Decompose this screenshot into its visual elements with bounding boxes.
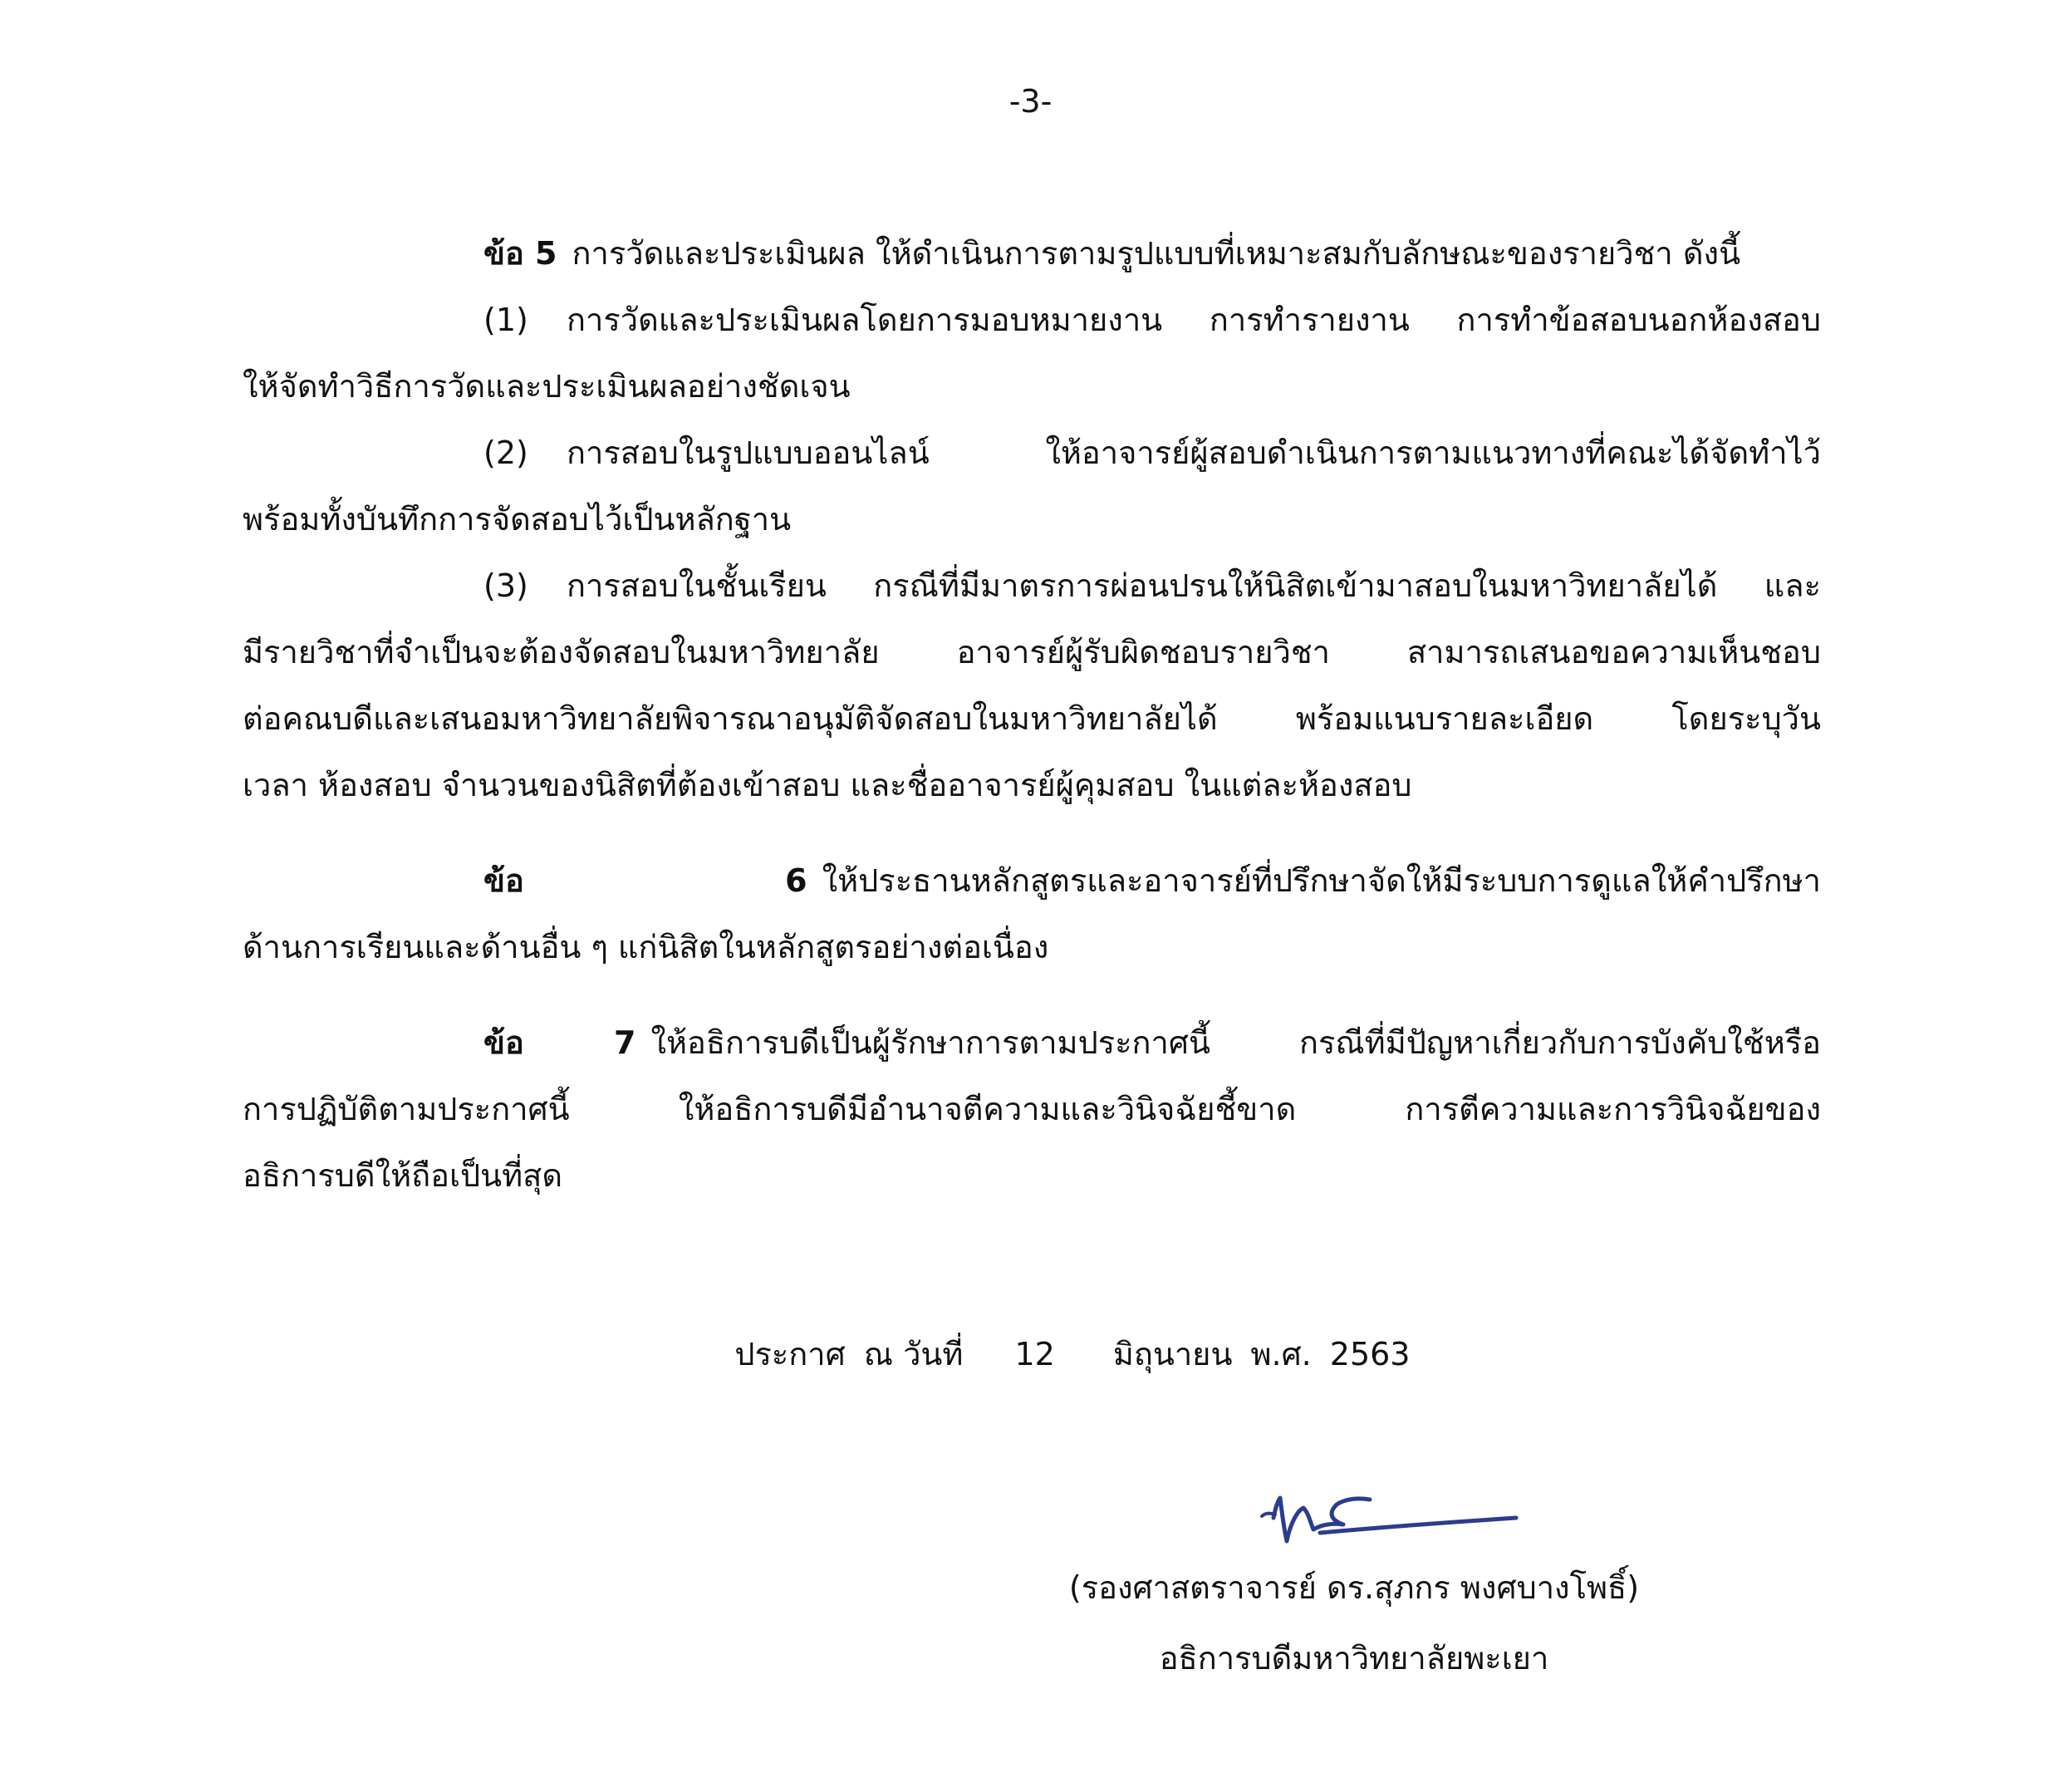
date-era: พ.ศ. bbox=[1250, 1336, 1312, 1372]
clause-5-item-3-line-4: เวลา ห้องสอบ จำนวนของนิสิตที่ต้องเข้าสอบ และชื่ออาจารย์ผู้คุมสอบ ในแต่ละห้องสอบ bbox=[243, 767, 1412, 803]
clause-6-label: ข้อ 6 bbox=[483, 862, 807, 899]
announcement-date bbox=[694, 1292, 1428, 1416]
clause-5-item-1-line-1 bbox=[483, 295, 1821, 345]
page-number: -3- bbox=[1008, 83, 1053, 120]
clause-7-line-3: อธิการบดีให้ถือเป็นที่สุด bbox=[243, 1157, 563, 1194]
signatory-name: (รองศาสตราจารย์ ดร.สุภกร พงศบางโพธิ์) bbox=[1068, 1569, 1640, 1606]
clause-5-item-2-text-1: การสอบในรูปแบบออนไลน์ ให้อาจารย์ผู้สอบดำเนินการตามแนวทางที่คณะได้จัดทำไว้ bbox=[567, 434, 1821, 471]
clause-7-label: ข้อ 7 bbox=[483, 1024, 636, 1061]
clause-5-text: การวัดและประเมินผล ให้ดำเนินการตามรูปแบบที่เหมาะสมกับลักษณะของรายวิชา ดังนี้ bbox=[572, 235, 1741, 272]
clause-5-label: ข้อ 5 bbox=[483, 235, 557, 272]
clause-5-item-3-number: (3) bbox=[483, 567, 528, 604]
clause-5-item-2-line-2: พร้อมทั้งบันทึกการจัดสอบไว้เป็นหลักฐาน bbox=[243, 501, 792, 538]
clause-5-item-3-line-1 bbox=[483, 561, 1821, 611]
clause-5-item-2-line-1 bbox=[483, 428, 1821, 478]
date-prefix: ประกาศ bbox=[734, 1336, 846, 1372]
clause-5-item-1-line-2: ให้จัดทำวิธีการวัดและประเมินผลอย่างชัดเจน bbox=[243, 368, 851, 405]
clause-5-item-1-text-1: การวัดและประเมินผลโดยการมอบหมายงาน การทำรายงาน การทำข้อสอบนอกห้องสอบ bbox=[567, 302, 1821, 338]
clause-5-item-2-number: (2) bbox=[483, 434, 528, 471]
clause-6-line-2: ด้านการเรียนและด้านอื่น ๆ แก่นิสิตในหลักสูตรอย่างต่อเนื่อง bbox=[243, 929, 1049, 965]
clause-5-item-1-number: (1) bbox=[483, 302, 528, 338]
clause-7-text-1: ให้อธิการบดีเป็นผู้รักษาการตามประกาศนี้ กรณีที่มีปัญหาเกี่ยวกับการบังคับใช้หรือ bbox=[650, 1024, 1821, 1061]
clause-7-line-1 bbox=[483, 1018, 1821, 1068]
date-year: 2563 bbox=[1329, 1336, 1411, 1372]
date-on: ณ วันที่ bbox=[863, 1336, 964, 1372]
clause-5-item-3-text-1: การสอบในชั้นเรียน กรณีที่มีมาตรการผ่อนปรนให้นิสิตเข้ามาสอบในมหาวิทยาลัยได้ และ bbox=[567, 567, 1821, 604]
clause-5-item-3-line-2: มีรายวิชาที่จำเป็นจะต้องจัดสอบในมหาวิทยาลัย อาจารย์ผู้รับผิดชอบรายวิชา สามารถเสนอขอความเห็นชอบ bbox=[243, 634, 1821, 670]
clause-6-text-1: ให้ประธานหลักสูตรและอาจารย์ที่ปรึกษาจัดให้มีระบบการดูแลให้คำปรึกษา bbox=[822, 862, 1821, 899]
date-month: มิถุนายน bbox=[1112, 1336, 1233, 1372]
signatory-title: อธิการบดีมหาวิทยาลัยพะเยา bbox=[1159, 1640, 1549, 1677]
clause-5-heading bbox=[483, 228, 1821, 278]
date-day: 12 bbox=[1014, 1336, 1055, 1372]
clause-7-line-2: การปฏิบัติตามประกาศนี้ ให้อธิการบดีมีอำนาจตีความและวินิจฉัยชี้ขาด การตีความและการวินิจฉัยของ bbox=[243, 1091, 1821, 1127]
clause-5-item-3-line-3: ต่อคณบดีและเสนอมหาวิทยาลัยพิจารณาอนุมัติจัดสอบในมหาวิทยาลัยได้ พร้อมแนบรายละเอียด โดยระบุวัน bbox=[243, 700, 1821, 737]
handwritten-signature bbox=[1250, 1466, 1524, 1566]
clause-6-line-1 bbox=[483, 856, 1821, 906]
